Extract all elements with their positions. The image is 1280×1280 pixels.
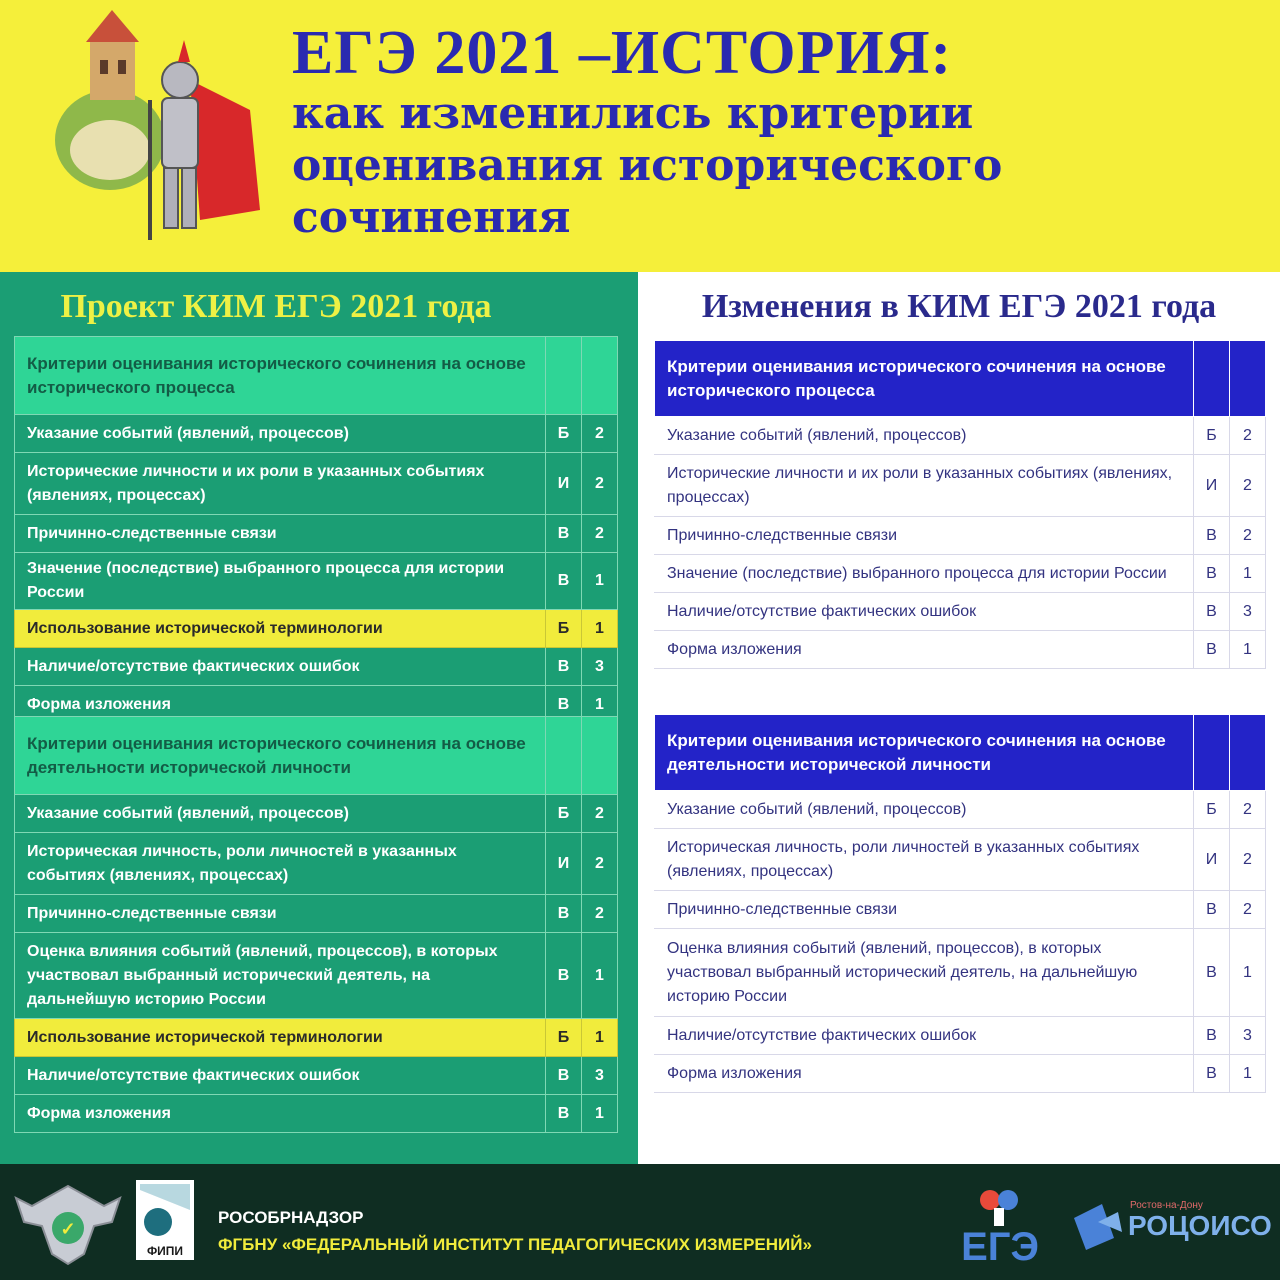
table-row — [655, 555, 1266, 593]
criterion-level: В — [1194, 929, 1230, 1017]
criterion-points: 3 — [1230, 593, 1266, 631]
criterion-label: Причинно-следственные связи — [15, 895, 546, 933]
table-row — [15, 795, 618, 833]
project-table-personality — [14, 716, 618, 1133]
table-row — [15, 895, 618, 933]
criterion-label: Значение (последствие) выбранного процесса для истории России — [15, 553, 546, 610]
criterion-points: 3 — [582, 1057, 618, 1095]
criterion-level: В — [546, 648, 582, 686]
criterion-label: Историческая личность, роли личностей в указанных событиях (явлениях, процессах) — [15, 833, 546, 895]
changes-heading: Изменения в КИМ ЕГЭ 2021 года — [701, 288, 1217, 325]
criterion-points: 1 — [1230, 1055, 1266, 1093]
criterion-points: 2 — [1230, 891, 1266, 929]
ege-logo-text: ЕГЭ — [961, 1225, 1039, 1269]
criterion-label: Наличие/отсутствие фактических ошибок — [15, 648, 546, 686]
criterion-level: В — [1194, 593, 1230, 631]
criterion-points: 2 — [1230, 791, 1266, 829]
criterion-points: 2 — [1230, 455, 1266, 517]
criterion-level: В — [546, 515, 582, 553]
table-row-highlighted — [15, 1019, 618, 1057]
org-name-fipi: ФГБНУ «ФЕДЕРАЛЬНЫЙ ИНСТИТУТ ПЕДАГОГИЧЕСКИХ ИЗМЕРЕНИЙ» — [218, 1235, 812, 1254]
rosobrnadzor-emblem-icon — [12, 1176, 124, 1268]
criterion-label: Использование исторической терминологии — [15, 1019, 546, 1057]
table-row — [655, 1055, 1266, 1093]
criterion-level: В — [546, 686, 582, 724]
criterion-label: Историческая личность, роли личностей в указанных событиях (явлениях, процессах) — [655, 829, 1194, 891]
criterion-label: Форма изложения — [655, 631, 1194, 669]
table-row — [15, 833, 618, 895]
criterion-level: И — [546, 453, 582, 515]
criterion-points: 2 — [1230, 417, 1266, 455]
table-header-row — [15, 717, 618, 795]
table-row — [655, 417, 1266, 455]
criterion-level: И — [1194, 455, 1230, 517]
criterion-label: Значение (последствие) выбранного процесса для истории России — [655, 555, 1194, 593]
table-header-cell: Критерии оценивания исторического сочинения на основе деятельности исторической личности — [655, 715, 1194, 791]
criterion-points: 1 — [1230, 929, 1266, 1017]
table-row — [15, 415, 618, 453]
criterion-level: В — [1194, 555, 1230, 593]
criterion-level: В — [546, 1095, 582, 1133]
changes-table-process — [654, 340, 1266, 669]
table-row — [655, 929, 1266, 1017]
knight-castle-illustration — [50, 10, 265, 250]
criterion-label: Форма изложения — [655, 1055, 1194, 1093]
criterion-points: 2 — [582, 833, 618, 895]
rotsoiso-city: Ростов-на-Дону — [1130, 1200, 1203, 1211]
table-row — [15, 648, 618, 686]
page-subtitle: как изменились критерии оценивания исторического сочинения — [292, 88, 1003, 243]
criterion-level: В — [546, 1057, 582, 1095]
table-row — [15, 1095, 618, 1133]
criterion-label: Указание событий (явлений, процессов) — [15, 795, 546, 833]
criterion-level: Б — [1194, 417, 1230, 455]
criterion-level: Б — [546, 610, 582, 648]
table-row — [15, 515, 618, 553]
changes-panel — [638, 272, 1280, 1164]
org-name-rosobrnadzor: РОСОБРНАДЗОР — [218, 1208, 364, 1227]
criterion-level: В — [1194, 631, 1230, 669]
table-header-cell: Критерии оценивания исторического сочинения на основе исторического процесса — [15, 337, 546, 415]
criterion-level: В — [546, 895, 582, 933]
criterion-label: Использование исторической терминологии — [15, 610, 546, 648]
criterion-label: Наличие/отсутствие фактических ошибок — [655, 1017, 1194, 1055]
criterion-label: Исторические личности и их роли в указанных событиях (явлениях, процессах) — [655, 455, 1194, 517]
project-heading: Проект КИМ ЕГЭ 2021 года — [60, 288, 492, 325]
criterion-points: 2 — [582, 795, 618, 833]
criterion-label: Форма изложения — [15, 686, 546, 724]
table-header-cell: Критерии оценивания исторического сочинения на основе деятельности исторической личности — [15, 717, 546, 795]
criterion-label: Оценка влияния событий (явлений, процессов), в которых участвовал выбранный исторический деятель, на дальнейшую историю России — [15, 933, 546, 1019]
table-row — [655, 829, 1266, 891]
criterion-points: 1 — [582, 933, 618, 1019]
criterion-label: Оценка влияния событий (явлений, процессов), в которых участвовал выбранный исторический деятель, на дальнейшую историю России — [655, 929, 1194, 1017]
rotsoiso-name: РОЦОИСО — [1128, 1210, 1272, 1241]
table-row — [655, 1017, 1266, 1055]
svg-text:✓: ✓ — [60, 1219, 76, 1239]
criterion-points: 1 — [582, 553, 618, 610]
criterion-level: В — [1194, 1017, 1230, 1055]
criterion-level: В — [1194, 891, 1230, 929]
criterion-level: Б — [546, 795, 582, 833]
table-row — [15, 453, 618, 515]
table-row — [15, 933, 618, 1019]
criterion-points: 1 — [582, 686, 618, 724]
criterion-level: И — [546, 833, 582, 895]
criterion-points: 2 — [582, 415, 618, 453]
project-table-process — [14, 336, 618, 724]
criterion-points: 1 — [1230, 631, 1266, 669]
criterion-level: И — [1194, 829, 1230, 891]
changes-table-personality — [654, 714, 1266, 1093]
project-panel — [0, 272, 638, 1164]
criterion-label: Причинно-следственные связи — [655, 891, 1194, 929]
criterion-label: Наличие/отсутствие фактических ошибок — [15, 1057, 546, 1095]
fipi-label: ФИПИ — [146, 1244, 184, 1258]
ege-logo-icon — [950, 1184, 1050, 1270]
table-header-row — [655, 341, 1266, 417]
rotsoiso-logo-icon — [1068, 1194, 1272, 1264]
criterion-label: Причинно-следственные связи — [655, 517, 1194, 555]
page-title: ЕГЭ 2021 –ИСТОРИЯ: — [292, 19, 953, 87]
fipi-logo-icon — [136, 1180, 194, 1260]
table-row — [655, 631, 1266, 669]
criterion-points: 2 — [582, 895, 618, 933]
criterion-label: Наличие/отсутствие фактических ошибок — [655, 593, 1194, 631]
table-header-cell: Критерии оценивания исторического сочинения на основе исторического процесса — [655, 341, 1194, 417]
criterion-points: 2 — [1230, 517, 1266, 555]
table-header-row — [15, 337, 618, 415]
header-banner — [0, 0, 1280, 272]
criterion-points: 1 — [1230, 555, 1266, 593]
criterion-points: 1 — [582, 1019, 618, 1057]
table-row — [15, 1057, 618, 1095]
criterion-label: Указание событий (явлений, процессов) — [655, 417, 1194, 455]
table-header-row — [655, 715, 1266, 791]
criterion-label: Указание событий (явлений, процессов) — [655, 791, 1194, 829]
criterion-points: 1 — [582, 610, 618, 648]
footer — [0, 1164, 1280, 1280]
criterion-level: Б — [546, 1019, 582, 1057]
criterion-label: Указание событий (явлений, процессов) — [15, 415, 546, 453]
table-row — [15, 553, 618, 610]
criterion-points: 1 — [582, 1095, 618, 1133]
criterion-level: В — [546, 933, 582, 1019]
criterion-points: 2 — [582, 453, 618, 515]
criterion-points: 2 — [1230, 829, 1266, 891]
criterion-label: Исторические личности и их роли в указанных событиях (явлениях, процессах) — [15, 453, 546, 515]
criterion-level: Б — [546, 415, 582, 453]
criterion-level: Б — [1194, 791, 1230, 829]
criterion-level: В — [546, 553, 582, 610]
table-row — [655, 891, 1266, 929]
criterion-points: 2 — [582, 515, 618, 553]
table-row — [655, 517, 1266, 555]
criterion-level: В — [1194, 517, 1230, 555]
table-row — [655, 593, 1266, 631]
criterion-label: Форма изложения — [15, 1095, 546, 1133]
table-row — [655, 791, 1266, 829]
criterion-level: В — [1194, 1055, 1230, 1093]
criterion-points: 3 — [582, 648, 618, 686]
criterion-points: 3 — [1230, 1017, 1266, 1055]
table-row — [655, 455, 1266, 517]
criterion-label: Причинно-следственные связи — [15, 515, 546, 553]
table-row-highlighted — [15, 610, 618, 648]
